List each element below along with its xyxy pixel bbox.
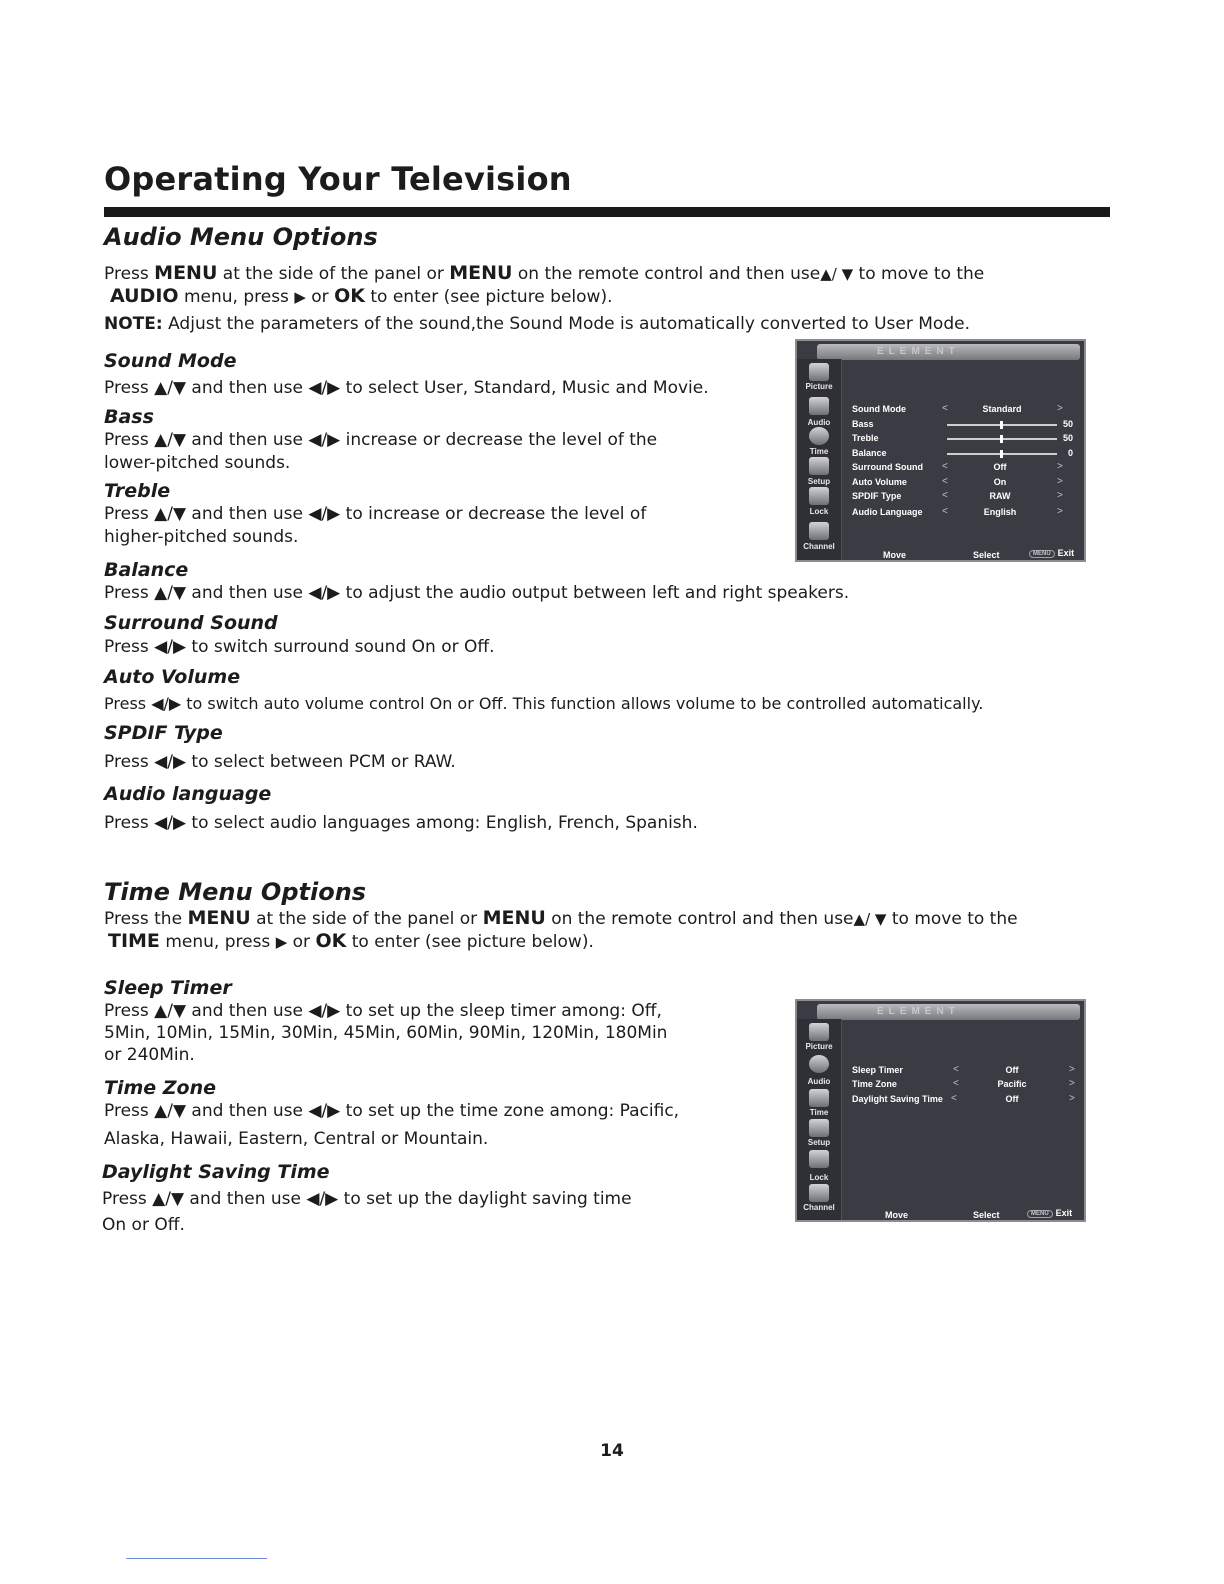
time-intro-line-1 bbox=[104, 907, 1018, 931]
footer-exit bbox=[1029, 548, 1074, 558]
page-number: 14 bbox=[600, 1441, 624, 1461]
intro-text: menu, press bbox=[165, 932, 271, 952]
slider-knob bbox=[1000, 435, 1003, 443]
intro-text: at the side of the panel or bbox=[222, 264, 444, 284]
intro-text: or bbox=[292, 932, 311, 952]
balance-slider bbox=[947, 453, 1057, 455]
bass-text-1: Press ▲/▼ and then use ◀/▶ increase or decrease the level of the bbox=[104, 430, 658, 450]
sidebar-label-channel: Channel bbox=[803, 542, 835, 551]
menu-key-icon: MENU bbox=[1027, 1210, 1053, 1218]
page-title: Operating Your Television bbox=[104, 160, 572, 198]
footer-select: Select bbox=[973, 1210, 1000, 1220]
sleep-timer-text-1: Press ▲/▼ and then use ◀/▶ to set up the sleep timer among: Off, bbox=[104, 1001, 662, 1021]
daylight-saving-heading: Daylight Saving Time bbox=[102, 1161, 330, 1183]
audio-menu-screenshot bbox=[795, 339, 1086, 562]
menu-row-label: Daylight Saving Time bbox=[852, 1094, 943, 1104]
time-menu-screenshot bbox=[795, 999, 1086, 1222]
menu-row-value: On bbox=[993, 477, 1007, 487]
time-zone-text-2: Alaska, Hawaii, Eastern, Central or Mountain. bbox=[104, 1129, 489, 1149]
right-chevron-icon: > bbox=[1069, 1078, 1075, 1089]
audio-icon bbox=[809, 397, 829, 415]
menu-row-value: Off bbox=[1005, 1094, 1019, 1104]
menu-row-label: Auto Volume bbox=[852, 477, 907, 487]
brand-logo: ELEMENT bbox=[877, 346, 960, 357]
note-text: Adjust the parameters of the sound,the Sound Mode is automatically converted to User Mode. bbox=[168, 314, 970, 334]
right-chevron-icon: > bbox=[1069, 1093, 1075, 1104]
sidebar-label-picture: Picture bbox=[805, 382, 833, 391]
auto-volume-text: Press ◀/▶ to switch auto volume control On or Off. This function allows volume to be controlled automatically. bbox=[104, 694, 984, 713]
left-chevron-icon: < bbox=[942, 476, 948, 487]
menu-sidebar bbox=[797, 359, 842, 560]
clock-icon bbox=[809, 1089, 829, 1107]
menu-row-value: Off bbox=[993, 462, 1007, 472]
setup-icon bbox=[809, 457, 829, 475]
footer-select: Select bbox=[973, 550, 1000, 560]
right-arrow-icon: ▶ bbox=[294, 288, 306, 306]
slider-value: 50 bbox=[1062, 419, 1073, 429]
sidebar-label-setup: Setup bbox=[807, 1138, 831, 1147]
sidebar-label-time: Time bbox=[809, 1108, 829, 1117]
time-section-heading: Time Menu Options bbox=[104, 878, 367, 906]
menu-keyword: MENU bbox=[449, 262, 513, 284]
menu-row-value: Standard bbox=[982, 404, 1022, 414]
up-down-arrows-icon: ▲/ ▼ bbox=[820, 265, 854, 283]
footer-move: Move bbox=[883, 550, 907, 560]
slider-value: 0 bbox=[1067, 448, 1073, 458]
sidebar-label-lock: Lock bbox=[809, 1173, 829, 1182]
intro-text: Press the bbox=[104, 909, 183, 929]
sidebar-label-lock: Lock bbox=[809, 507, 829, 516]
slider-knob bbox=[1000, 421, 1003, 429]
sidebar-label-audio: Audio bbox=[807, 418, 831, 427]
menu-row-label: Sound Mode bbox=[852, 404, 906, 414]
intro-text: Press bbox=[104, 264, 149, 284]
note-label: NOTE: bbox=[104, 314, 163, 334]
sidebar-label-channel: Channel bbox=[803, 1203, 835, 1212]
time-keyword: TIME bbox=[108, 930, 160, 952]
lock-icon bbox=[809, 1150, 829, 1168]
left-chevron-icon: < bbox=[951, 1093, 957, 1104]
treble-text-2: higher-pitched sounds. bbox=[104, 527, 299, 547]
audio-icon bbox=[809, 1055, 829, 1073]
right-chevron-icon: > bbox=[1057, 490, 1063, 501]
menu-row-value: Off bbox=[1005, 1065, 1019, 1075]
footer-exit bbox=[1027, 1208, 1072, 1218]
sidebar-label-setup: Setup bbox=[807, 477, 831, 486]
spdif-type-text: Press ◀/▶ to select between PCM or RAW. bbox=[104, 752, 456, 772]
bass-heading: Bass bbox=[104, 406, 154, 428]
intro-text: on the remote control and then use bbox=[517, 264, 821, 284]
sidebar-label-time: Time bbox=[809, 447, 829, 456]
treble-text-1: Press ▲/▼ and then use ◀/▶ to increase or decrease the level of bbox=[104, 504, 647, 524]
menu-title-bar bbox=[817, 1004, 1080, 1020]
intro-text: or bbox=[311, 287, 329, 307]
exit-label: Exit bbox=[1055, 1208, 1073, 1218]
intro-text: at the side of the panel or bbox=[256, 909, 478, 929]
exit-label: Exit bbox=[1057, 548, 1075, 558]
slider-value: 50 bbox=[1062, 433, 1073, 443]
time-intro-line-2 bbox=[108, 930, 594, 954]
treble-slider bbox=[947, 438, 1057, 440]
brand-logo: ELEMENT bbox=[877, 1006, 960, 1017]
menu-keyword: MENU bbox=[154, 262, 218, 284]
sidebar-label-picture: Picture bbox=[805, 1042, 833, 1051]
audio-keyword: AUDIO bbox=[110, 285, 179, 307]
ok-keyword: OK bbox=[334, 285, 365, 307]
setup-icon bbox=[809, 1119, 829, 1137]
balance-heading: Balance bbox=[104, 559, 189, 581]
bass-slider bbox=[947, 424, 1057, 426]
intro-text: on the remote control and then use bbox=[551, 909, 854, 929]
menu-row-label: SPDIF Type bbox=[852, 491, 902, 501]
time-zone-heading: Time Zone bbox=[104, 1077, 217, 1099]
menu-row-label: Audio Language bbox=[852, 507, 923, 517]
menu-row-label: Time Zone bbox=[852, 1079, 897, 1089]
sleep-timer-heading: Sleep Timer bbox=[104, 977, 232, 999]
title-rule bbox=[104, 207, 1110, 217]
sound-mode-heading: Sound Mode bbox=[104, 350, 237, 372]
surround-sound-text: Press ◀/▶ to switch surround sound On or Off. bbox=[104, 637, 495, 657]
intro-text: to move to the bbox=[858, 264, 985, 284]
menu-key-icon: MENU bbox=[1029, 550, 1055, 558]
spdif-type-heading: SPDIF Type bbox=[104, 722, 223, 744]
treble-heading: Treble bbox=[104, 480, 171, 502]
menu-row-value: Pacific bbox=[997, 1079, 1027, 1089]
picture-icon bbox=[809, 1023, 829, 1041]
audio-section-heading: Audio Menu Options bbox=[104, 223, 378, 251]
menu-row-value: RAW bbox=[989, 491, 1011, 501]
picture-icon bbox=[809, 363, 829, 381]
audio-language-heading: Audio language bbox=[104, 783, 272, 805]
up-down-arrows-icon: ▲/ ▼ bbox=[853, 910, 887, 928]
right-arrow-icon: ▶ bbox=[275, 933, 288, 951]
intro-text: to enter (see picture below). bbox=[351, 932, 594, 952]
menu-title-bar bbox=[817, 344, 1080, 360]
ok-keyword: OK bbox=[315, 930, 347, 952]
right-chevron-icon: > bbox=[1069, 1064, 1075, 1075]
audio-note bbox=[104, 313, 970, 336]
lock-icon bbox=[809, 487, 829, 505]
intro-text: to move to the bbox=[891, 909, 1018, 929]
intro-text: to enter (see picture below). bbox=[370, 287, 613, 307]
left-chevron-icon: < bbox=[953, 1064, 959, 1075]
menu-row-label: Surround Sound bbox=[852, 462, 923, 472]
surround-sound-heading: Surround Sound bbox=[104, 612, 278, 634]
footer-line bbox=[126, 1558, 267, 1559]
menu-row-label: Sleep Timer bbox=[852, 1065, 903, 1075]
channel-icon bbox=[809, 1184, 829, 1202]
menu-keyword: MENU bbox=[482, 907, 546, 929]
sleep-timer-text-2: 5Min, 10Min, 15Min, 30Min, 45Min, 60Min, 90Min, 120Min, 180Min bbox=[104, 1023, 668, 1043]
time-zone-text-1: Press ▲/▼ and then use ◀/▶ to set up the time zone among: Pacific, bbox=[104, 1101, 680, 1121]
menu-row-value: English bbox=[983, 507, 1017, 517]
slider-knob bbox=[1000, 450, 1003, 458]
menu-row-label: Treble bbox=[852, 433, 879, 443]
menu-row-label: Bass bbox=[852, 419, 874, 429]
clock-icon bbox=[809, 427, 829, 445]
daylight-saving-text-2: On or Off. bbox=[102, 1215, 185, 1235]
menu-keyword: MENU bbox=[187, 907, 251, 929]
balance-text: Press ▲/▼ and then use ◀/▶ to adjust the audio output between left and right speakers. bbox=[104, 583, 850, 603]
sleep-timer-text-3: or 240Min. bbox=[104, 1045, 195, 1065]
audio-intro-line-2 bbox=[110, 285, 613, 309]
channel-icon bbox=[809, 522, 829, 540]
sound-mode-text: Press ▲/▼ and then use ◀/▶ to select User, Standard, Music and Movie. bbox=[104, 378, 709, 398]
right-chevron-icon: > bbox=[1057, 476, 1063, 487]
left-chevron-icon: < bbox=[942, 461, 948, 472]
audio-language-text: Press ◀/▶ to select audio languages among: English, French, Spanish. bbox=[104, 813, 698, 833]
right-chevron-icon: > bbox=[1057, 461, 1063, 472]
auto-volume-heading: Auto Volume bbox=[104, 666, 241, 688]
left-chevron-icon: < bbox=[942, 490, 948, 501]
right-chevron-icon: > bbox=[1057, 506, 1063, 517]
bass-text-2: lower-pitched sounds. bbox=[104, 453, 291, 473]
menu-sidebar bbox=[797, 1019, 842, 1220]
left-chevron-icon: < bbox=[942, 506, 948, 517]
intro-text: menu, press bbox=[183, 287, 289, 307]
menu-row-label: Balance bbox=[852, 448, 887, 458]
audio-intro-line-1 bbox=[104, 262, 984, 286]
sidebar-label-audio: Audio bbox=[807, 1077, 831, 1086]
footer-move: Move bbox=[885, 1210, 909, 1220]
left-chevron-icon: < bbox=[953, 1078, 959, 1089]
daylight-saving-text-1: Press ▲/▼ and then use ◀/▶ to set up the daylight saving time bbox=[102, 1189, 632, 1209]
right-chevron-icon: > bbox=[1057, 403, 1063, 414]
left-chevron-icon: < bbox=[942, 403, 948, 414]
